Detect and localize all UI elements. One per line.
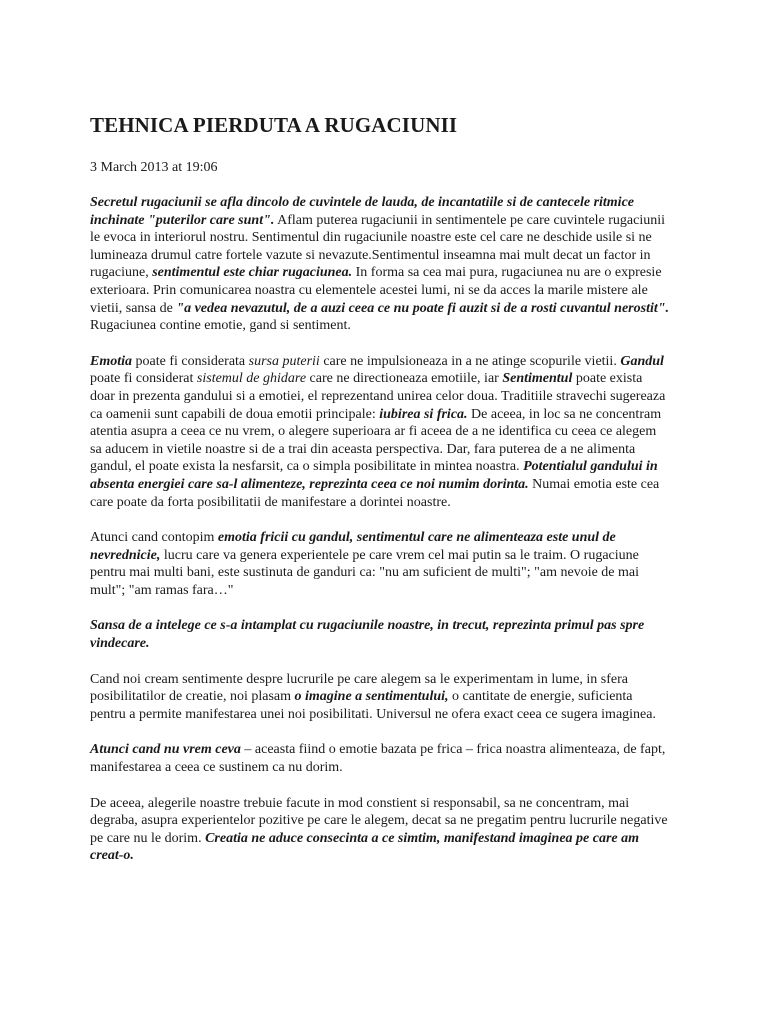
- paragraph-text: poate fi considerata: [132, 353, 249, 369]
- paragraph: [90, 529, 670, 599]
- emphasized-text: emotia fricii cu gandul, sentimentul care ne alimenteaza este unul de nevrednicie,: [90, 530, 616, 563]
- paragraph-text: care ne impulsioneaza in a ne atinge scopurile vietii.: [319, 353, 621, 369]
- paragraph-list: [90, 194, 670, 865]
- emphasized-text: Sentimentul: [502, 371, 573, 387]
- emphasized-text: Atunci cand nu vrem ceva: [90, 742, 241, 758]
- post-date: 3 March 2013 at 19:06: [90, 160, 218, 175]
- paragraph-text: o cantitate de energie, suficienta pentru a permite manifestarea unei noi posibilitati. Universul ne ofera exact ceea ce sugera imaginea.: [90, 689, 656, 722]
- article-body: [90, 111, 670, 865]
- paragraph-text: poate fi considerat: [90, 371, 197, 387]
- emphasized-text: o imagine a sentimentului,: [294, 689, 449, 705]
- emphasized-text: Gandul: [620, 353, 664, 369]
- emphasized-text: sistemul de ghidare: [196, 371, 307, 387]
- paragraph: [90, 194, 670, 335]
- paragraph: [90, 741, 670, 776]
- paragraph-text: Cand noi cream sentimente despre lucrurile pe care alegem sa le experimentam in lume, in sfera posibilitatilor de creatie, noi plasam: [90, 671, 628, 705]
- emphasized-text: Sansa de a intelege ce s-a intamplat cu rugaciunile noastre, in trecut, reprezinta primul pas spre vindecare.: [90, 618, 645, 652]
- paragraph: [90, 353, 670, 511]
- paragraph: [90, 671, 670, 724]
- article-title: TEHNICA PIERDUTA A RUGACIUNII: [90, 113, 458, 137]
- paragraph: [90, 617, 670, 652]
- paragraph: [90, 795, 670, 865]
- emphasized-text: iubirea si frica.: [379, 406, 468, 422]
- emphasized-text: "a vedea nevazutul, de a auzi ceea ce nu poate fi auzit si de a rosti cuvantul nerostit".: [176, 300, 670, 316]
- emphasized-text: sursa puterii: [248, 353, 320, 369]
- emphasized-text: Emotia: [90, 353, 133, 369]
- emphasized-text: Secretul rugaciunii se afla dincolo de cuvintele de lauda, de incantatiile si de cantecele ritmice inchinate "puterilor care sunt".: [90, 195, 634, 228]
- paragraph-text: De aceea, in loc sa ne concentram atentia asupra a ceea ce nu vrem, o alegere superioara ar fi aceea de a ne identifica cu ceea ce alegem sa aducem in vietile noastre si de a trai din aceasta perspectiva. Dar, fara puterea de a ne alimenta gandul, el poate exista la nesfarsit, ca o simpla posibilitate in mintea noastra.: [90, 406, 662, 475]
- paragraph-text: Aflam puterea rugaciunii in sentimentele pe care cuvintele rugaciunii le evoca in interiorul nostru. Sentimentul din rugaciunile noastre este cel care ne deschide usile si ne lumineaza drumul catre fortele vazute si nevazute.Sentimentul inseamna mai mult decat un factor in rugaciune,: [90, 212, 666, 281]
- emphasized-text: Potentialul gandului in absenta energiei care sa-l alimenteze, reprezinta ceea ce noi numim dorinta.: [90, 459, 658, 492]
- paragraph-text: De aceea, alegerile noastre trebuie facute in mod constient si responsabil, sa ne concentram, mai degraba, asupra experientelor pozitive pe care le alegem, decat sa ne pregatim pentru lucrurile negative pe care nu le dorim.: [90, 795, 668, 846]
- paragraph-text: Numai emotia este cea care poate da forta posibilitatii de manifestare a dorintei noastre.: [90, 476, 660, 510]
- paragraph-text: care ne directioneaza emotiile, iar: [306, 371, 503, 387]
- paragraph-text: lucru care va genera experientele pe care vrem cel mai putin sa le traim. O rugaciune pentru mai multi bani, este sustinuta de ganduri ca: "nu am suficient de multi"; "am nevoie de mai mult"; "am ramas fara…": [90, 547, 640, 598]
- emphasized-text: Creatia ne aduce consecinta a ce simtim, manifestand imaginea pe care am creat-o.: [90, 830, 640, 864]
- emphasized-text: sentimentul este chiar rugaciunea.: [152, 265, 353, 281]
- paragraph-text: In forma sa cea mai pura, rugaciunea nu are o expresie exterioara. Prin comunicarea noastra cu elementele acestei lumi, ni se da acces la marile mistere ale vietii, sansa de: [90, 265, 662, 316]
- paragraph-text: Atunci cand contopim: [90, 530, 218, 546]
- paragraph-text: poate exista doar in prezenta gandului si a emotiei, el reprezentand unirea celor doua. Traditiile stravechi sugereaza ca oamenii sunt capabili de doua emotii principale:: [90, 371, 666, 422]
- paragraph-text: – aceasta fiind o emotie bazata pe frica – frica noastra alimenteaza, de fapt, manifestarea a ceea ce sustinem ca nu dorim.: [90, 742, 666, 776]
- paragraph-text: Rugaciunea contine emotie, gand si sentiment.: [90, 318, 351, 334]
